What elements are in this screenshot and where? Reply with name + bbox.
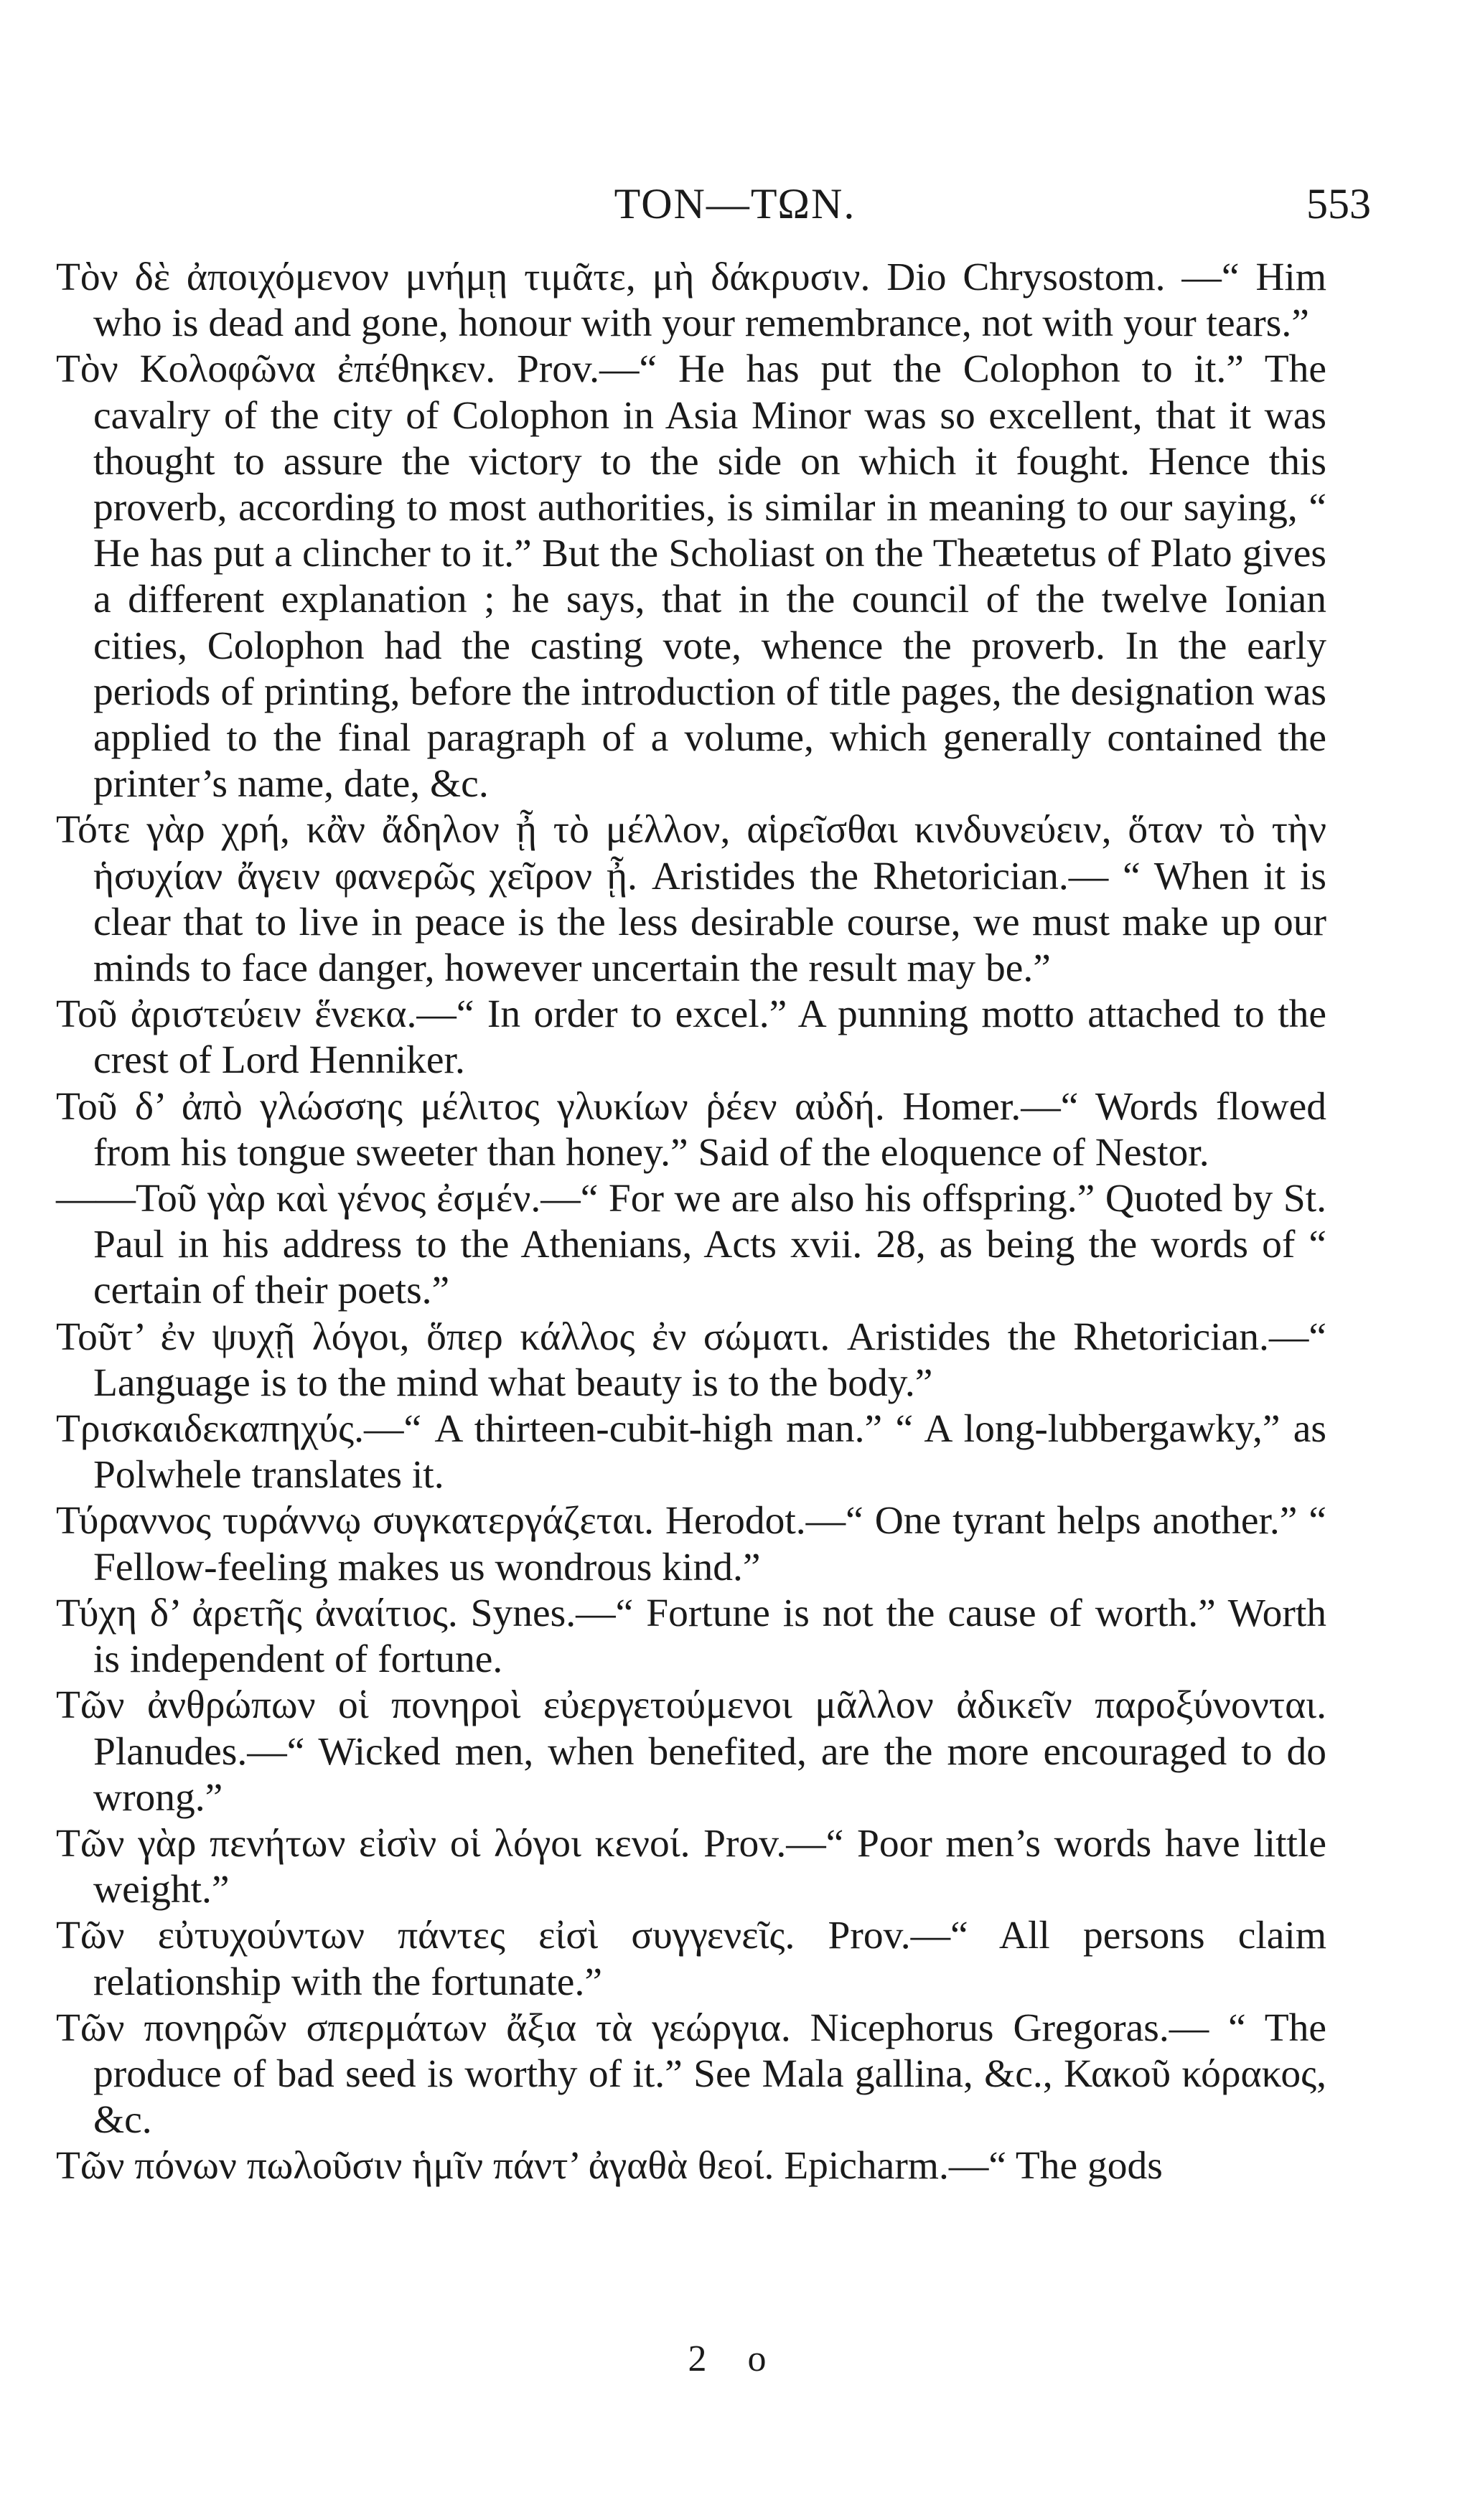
entry-tout-en: Τοῦτ’ ἐν ψυχῇ λόγοι, ὅπερ κάλλος ἐν σώματι. Aristides the Rhetorician.—“ Language is to the mind what beauty is to the body.” xyxy=(56,1315,1326,1405)
entry-tou-gar-kai: ——Τοῦ γὰρ καὶ γένος ἐσμέν.—“ For we are also his offspring.” Quoted by St. Paul in his address to the Athenians, Acts xvii. 28, as being the words of “ certain of their poets.” xyxy=(56,1177,1326,1313)
entry-ton-ponon: Τῶν πόνων πωλοῦσιν ἡμῖν πάντ’ ἀγαθὰ θεοί. Epicharm.—“ The gods xyxy=(56,2144,1163,2188)
entry-tote-gar: Τότε γὰρ χρή, κἂν ἄδηλον ᾖ τὸ μέλλον, αἱρεῖσθαι κινδυνεύειν, ὅταν τὸ τὴν ἡσυχίαν ἄγειν φανερῶς χεῖρον ᾖ. Aristides the Rhetorician.— “ When it is clear that to live in peace is the less desirable course, we must make up our minds to face danger, however uncertain the result may be.” xyxy=(56,808,1326,991)
page-header xyxy=(57,179,1413,237)
dictionary-entries xyxy=(56,255,1326,2190)
entry-ton-eutychounton: Τῶν εὐτυχούντων πάντες εἰσὶ συγγενεῖς. Prov.—“ All persons claim relationship with the fortunate.” xyxy=(56,1914,1326,2004)
entry-ton-de: Τὸν δὲ ἀποιχόμενον μνήμῃ τιμᾶτε, μὴ δάκρυσιν. Dio Chrysostom. —“ Him who is dead and gone, honour with your remembrance, not with your tears.” xyxy=(56,255,1326,346)
entry-ton-kolophona: Τὸν Κολοφῶνα ἐπέθηκεν. Prov.—“ He has put the Colophon to it.” The cavalry of the city of Colophon in Asia Minor was so excellent, that it was thought to assure the victory to the side on which it fought. Hence this proverb, according to most authorities, is similar in meaning to our saying, “ He has put a clincher to it.” But the Scholiast on the Theætetus of Plato gives a different explanation ; he says, that in the council of the twelve Ionian cities, Colophon had the casting vote, whence the proverb. In the early periods of printing, before the introduction of title pages, the designation was applied to the final paragraph of a volume, which generally contained the printer’s name, date, &c. xyxy=(56,347,1326,807)
entry-ton-anthropon: Τῶν ἀνθρώπων οἱ πονηροὶ εὐεργετούμενοι μᾶλλον ἀδικεῖν παροξύνονται. Planudes.—“ Wicked men, when benefited, are the more encouraged to do wrong.” xyxy=(56,1683,1326,1820)
entry-ton-poneron: Τῶν πονηρῶν σπερμάτων ἄξια τὰ γεώργια. Nicephorus Gregoras.— “ The produce of bad seed is worthy of it.” See Mala gallina, &c., Κακοῦ κόρακος, &c. xyxy=(56,2006,1326,2143)
signature-mark: 2 o xyxy=(688,2338,782,2379)
entry-tou-d-apo: Τοῦ δ’ ἀπὸ γλώσσης μέλιτος γλυκίων ῥέεν αὐδή. Homer.—“ Words flowed from his tongue sweeter than honey.” Said of the eloquence of Nestor. xyxy=(56,1084,1326,1175)
running-head: TON—ΤΩΝ. xyxy=(614,180,856,227)
entry-tou-aristeuein: Τοῦ ἀριστεύειν ἕνεκα.—“ In order to excel.” A punning motto attached to the crest of Lord Henniker. xyxy=(56,992,1326,1083)
entry-ton-gar-peneton: Τῶν γὰρ πενήτων εἰσὶν οἱ λόγοι κενοί. Prov.—“ Poor men’s words have little weight.” xyxy=(56,1821,1326,1912)
entry-tyrannos: Τύραννος τυράννῳ συγκατεργάζεται. Herodot.—“ One tyrant helps another.” “ Fellow-feeling makes us wondrous kind.” xyxy=(56,1499,1326,1589)
entry-triskaideka: Τρισκαιδεκαπηχύς.—“ A thirteen-cubit-high man.” “ A long-lubbergawky,” as Polwhele translates it. xyxy=(56,1407,1326,1498)
entry-tyche: Τύχη δ’ ἀρετῆς ἀναίτιος. Synes.—“ Fortune is not the cause of worth.” Worth is independent of fortune. xyxy=(56,1591,1326,1682)
page-number: 553 xyxy=(1306,180,1371,227)
